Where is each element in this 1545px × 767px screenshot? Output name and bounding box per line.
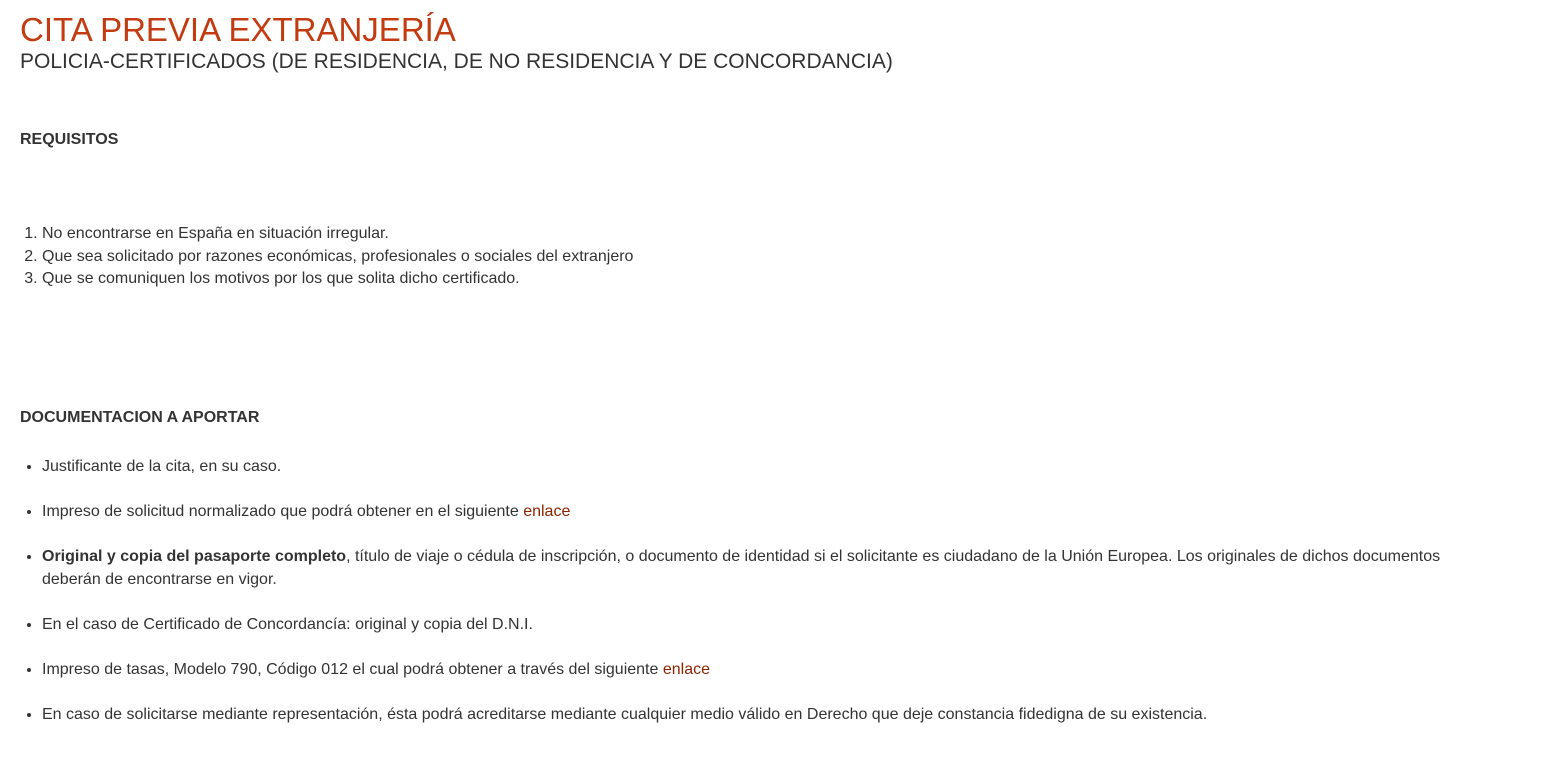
doc-item-tasas-text: Impreso de tasas, Modelo 790, Código 012 el cual podrá obtener a través del siguiente <box>42 660 663 678</box>
impreso-tasas-link[interactable]: enlace <box>662 660 710 678</box>
requisitos-heading: REQUISITOS <box>20 131 119 148</box>
doc-item-justificante-text: Justificante de la cita, en su caso. <box>42 458 282 475</box>
doc-item-tasas <box>42 659 1492 682</box>
page-title: CITA PREVIA EXTRANJERÍA <box>20 11 456 48</box>
doc-item-representacion <box>42 704 1492 727</box>
impreso-solicitud-link[interactable]: enlace <box>523 503 571 520</box>
documentacion-list <box>20 456 1492 726</box>
requisito-item: 1. No encontrarse en España en situación irregular. <box>42 223 633 246</box>
page-subtitle: POLICIA-CERTIFICADOS (DE RESIDENCIA, DE NO RESIDENCIA Y DE CONCORDANCIA) <box>20 50 893 73</box>
doc-item-concordancia <box>42 614 1492 637</box>
doc-item-concordancia-text: En el caso de Certificado de Concordancía: original y copia del D.N.I. <box>42 615 533 633</box>
requisitos-list <box>20 223 633 291</box>
doc-item-representacion-text: En caso de solicitarse mediante representación, ésta podrá acreditarse mediante cualquier medio válido en Derecho que deje constancia fidedigna de su existencia. <box>42 705 1208 723</box>
requisito-item: 2. Que sea solicitado por razones económicas, profesionales o sociales del extranjero <box>42 246 633 269</box>
documentacion-heading: DOCUMENTACION A APORTAR <box>20 409 260 426</box>
doc-item-justificante <box>42 456 1492 479</box>
doc-item-pasaporte <box>42 546 1492 591</box>
doc-item-pasaporte-text: , título de viaje o cédula de inscripción, o documento de identidad si el solicitante es ciudadano de la Unión Europea. Los originales de dichos documentos deberán de encontrarse en vigor. <box>42 548 1441 588</box>
doc-item-impreso-solicitud-text: Impreso de solicitud normalizado que podrá obtener en el siguiente <box>42 503 524 520</box>
doc-item-impreso-solicitud <box>42 501 1492 524</box>
requisito-item: 3. Que se comuniquen los motivos por los que solita dicho certificado. <box>42 268 633 291</box>
doc-item-pasaporte-bold: Original y copia del pasaporte completo <box>42 548 347 565</box>
